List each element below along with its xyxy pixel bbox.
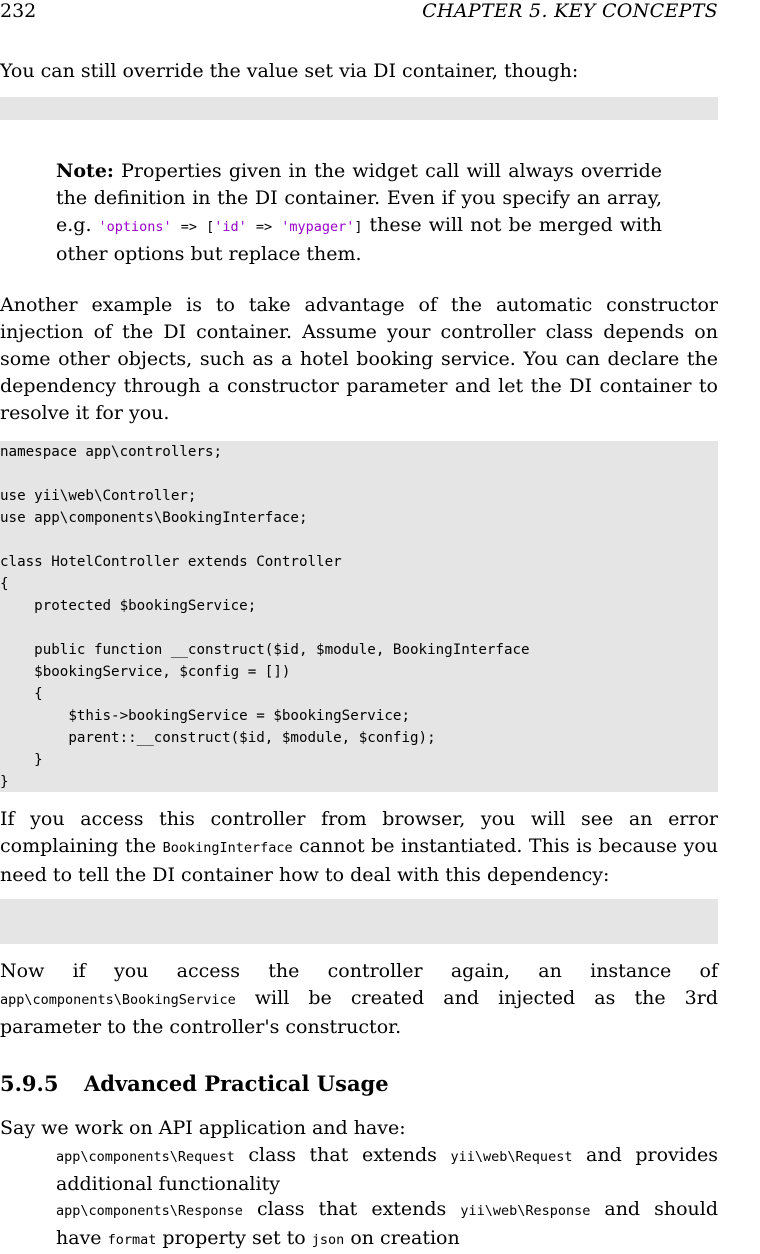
list-item (56, 1196, 718, 1254)
paragraph-override: You can still override the value set via DI container, though: (0, 60, 579, 82)
section-number: 5.9.5 (0, 1071, 59, 1096)
paragraph-api: Say we work on API application and have: (0, 1117, 406, 1139)
inline-code: BookingInterface (162, 840, 293, 856)
note-label: Note: (56, 160, 114, 182)
note-code: => [ (171, 219, 215, 235)
code-line: public function __construct($id, $module, BookingInterface (0, 642, 530, 658)
paragraph-text: If you access this controller from browser, you will see an error complaining the (0, 808, 718, 857)
note-code-string: 'id' (214, 219, 247, 235)
code-line (0, 463, 718, 485)
note-code: => (246, 219, 282, 235)
code-line (0, 943, 718, 944)
code-line: } (0, 774, 9, 790)
running-header (0, 0, 718, 24)
list-item (56, 1142, 718, 1198)
inline-code: app\components\BookingService (0, 992, 236, 1008)
code-block-linkpager (0, 97, 718, 120)
paragraph-text: cannot be instantiated. This is because you need to tell the DI container how to deal with this dependency: (0, 835, 718, 886)
code-line (0, 529, 718, 551)
code-line: } (0, 752, 43, 768)
inline-code: format (107, 1232, 157, 1248)
item-text: and should have (56, 1198, 718, 1249)
inline-code: yii\web\Response (460, 1203, 591, 1219)
item-text: class that extends (234, 1144, 451, 1166)
inline-code: json (311, 1232, 345, 1248)
code-line: use yii\web\Controller; (0, 488, 197, 504)
item-text: property set to (156, 1227, 312, 1249)
code-line (0, 617, 718, 639)
code-line: parent::__construct($id, $module, $config); (0, 730, 436, 746)
paragraph-error (0, 806, 718, 889)
chapter-title: CHAPTER 5. KEY CONCEPTS (422, 0, 718, 22)
code-line: { (0, 686, 43, 702)
inline-code: yii\web\Request (450, 1149, 573, 1165)
note-code: ] (354, 219, 363, 235)
item-text: and provides additional functionality (56, 1144, 718, 1195)
note-code-string: 'mypager' (281, 219, 355, 235)
code-line: $this->bookingService = $bookingService; (0, 708, 410, 724)
item-text: on creation (344, 1227, 460, 1249)
code-line: $bookingService, $config = []) (0, 664, 291, 680)
code-line: use app\components\BookingInterface; (0, 510, 308, 526)
paragraph-text: Now if you access the controller again, an instance of (0, 960, 718, 982)
item-text: class that extends (242, 1198, 461, 1220)
code-block-hotelcontroller (0, 441, 718, 792)
code-line: protected $bookingService; (0, 598, 257, 614)
note-box (56, 158, 662, 268)
inline-code: app\components\Request (56, 1149, 235, 1165)
section-title: Advanced Practical Usage (84, 1071, 389, 1096)
note-text: Properties given in the widget call will always override the definition in the DI container. Even if you specify an array, e.g. (56, 160, 662, 236)
note-code-string: 'options' (98, 219, 172, 235)
code-line: namespace app\controllers; (0, 444, 223, 460)
paragraph-instance (0, 958, 718, 1041)
inline-code: app\components\Response (56, 1203, 243, 1219)
paragraph-constructor-injection: Another example is to take advantage of the automatic constructor injection of the DI container. Assume your controller class depends on some other objects, such as a hotel booking service. You can declare the dependency through a constructor parameter and let the DI container to resolve it for you. (0, 294, 718, 424)
paragraph-text: will be created and injected as the 3rd parameter to the controller's constructor. (0, 987, 718, 1038)
note-text: these will not be merged with other options but replace them. (56, 214, 662, 265)
code-block-container-set (0, 899, 718, 944)
section-heading (0, 1071, 718, 1097)
page-number: 232 (0, 0, 37, 22)
code-line: { (0, 576, 9, 592)
code-line: class HotelController extends Controller (0, 554, 342, 570)
